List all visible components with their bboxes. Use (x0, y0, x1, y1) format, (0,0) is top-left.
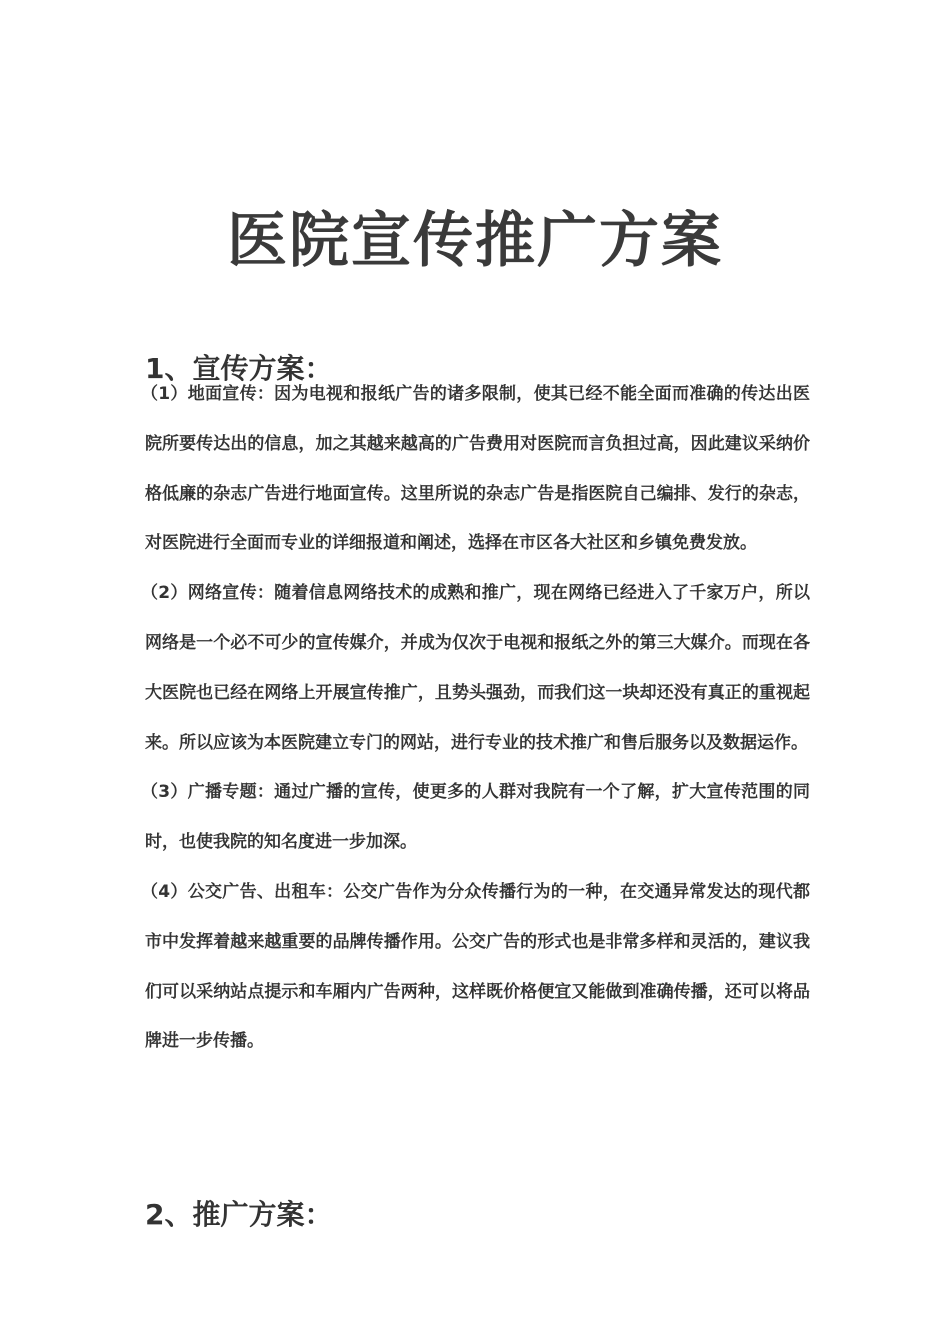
paragraph-bus-taxi-ads: （4）公交广告、出租车：公交广告作为分众传播行为的一种，在交通异常发达的现代都市中发挥着越来越重要的品牌传播作用。公交广告的形式也是非常多样和灵活的，建议我们可以采纳站点提示和车厢内广告两种，这样既价格便宜又能做到准确传播，还可以将品牌进一步传播。 (141, 881, 810, 1052)
paragraph-radio-feature: （3）广播专题：通过广播的宣传，使更多的人群对我院有一个了解，扩大宣传范围的同时，也使我院的知名度进一步加深。 (141, 782, 810, 853)
document-title: 医院宣传推广方案 (227, 206, 723, 277)
paragraph-ground-publicity: （1）地面宣传：因为电视和报纸广告的诸多限制，使其已经不能全面而准确的传达出医院所要传达出的信息，加之其越来越高的广告费用对医院而言负担过高，因此建议采纳价格低廉的杂志广告进行地面宣传。这里所说的杂志广告是指医院自己编排、发行的杂志，对医院进行全面而专业的详细报道和阐述，选择在市区各大社区和乡镇免费发放。 (141, 384, 810, 554)
paragraph-online-publicity: （2）网络宣传：随着信息网络技术的成熟和推广，现在网络已经进入了千家万户，所以网络是一个必不可少的宣传媒介，并成为仅次于电视和报纸之外的第三大媒介。而现在各大医院也已经在网络上开展宣传推广，且势头强劲，而我们这一块却还没有真正的重视起来。所以应该为本医院建立专门的网站，进行专业的技术推广和售后服务以及数据运作。 (141, 583, 810, 753)
section-body-publicity (141, 370, 810, 1067)
section-heading-promotion: 2、推广方案： (145, 1198, 333, 1232)
section-heading-publicity: 1、宣传方案： (145, 352, 333, 386)
